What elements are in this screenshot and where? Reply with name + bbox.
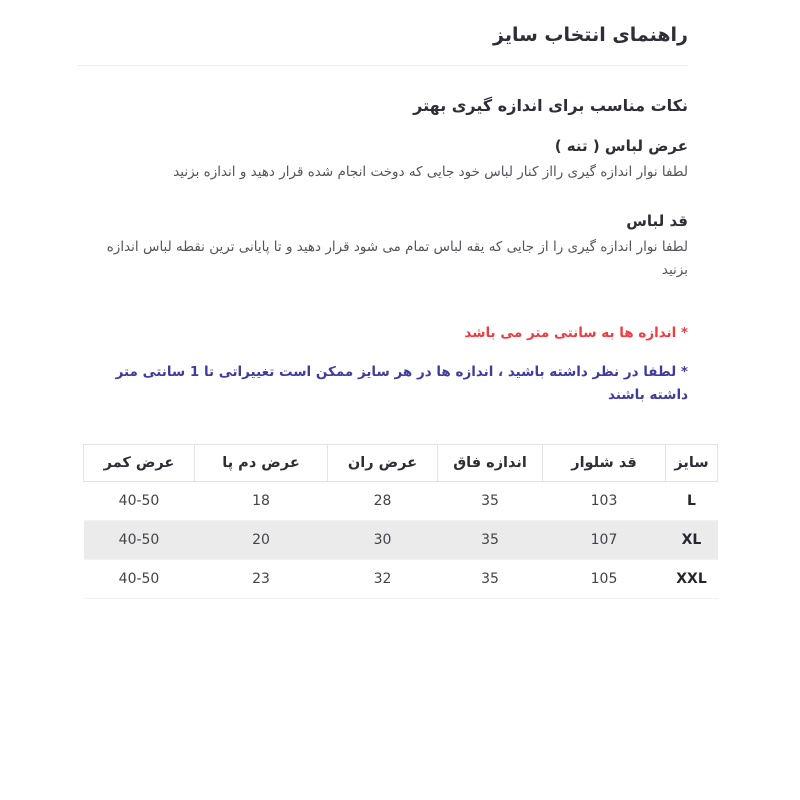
text-column xyxy=(78,0,718,407)
column-header-thigh-width: عرض ران xyxy=(328,445,438,482)
column-header-pant-length: قد شلوار xyxy=(543,445,666,482)
column-header-waist-width: عرض کمر xyxy=(84,445,195,482)
thigh-width-cell: 30 xyxy=(328,521,438,560)
rise-cell: 35 xyxy=(438,521,543,560)
thigh-width-cell: 28 xyxy=(328,482,438,521)
pant-length-cell: 103 xyxy=(543,482,666,521)
waist-width-cell: 40-50 xyxy=(84,560,195,599)
size-cell: XXL xyxy=(666,560,718,599)
size-table-header-row xyxy=(84,445,718,482)
unit-note: * اندازه ها به سانتی متر می باشد xyxy=(464,325,688,341)
size-table xyxy=(83,444,718,599)
thigh-width-cell: 32 xyxy=(328,560,438,599)
table-row-xxl xyxy=(84,560,718,599)
waist-width-cell: 40-50 xyxy=(84,482,195,521)
leg-opening-cell: 23 xyxy=(195,560,328,599)
page-title: راهنمای انتخاب سایز xyxy=(493,24,688,46)
garment-length-instructions: لطفا نوار اندازه گیری را از جایی که یقه لباس تمام می شود قرار دهید و تا پایانی ترین نقطه لباس اندازه بزنید xyxy=(106,239,688,278)
garment-width-heading: عرض لباس ( تنه ) xyxy=(554,137,688,155)
column-header-size: سایز xyxy=(666,445,718,482)
size-cell: L xyxy=(666,482,718,521)
table-row-xl xyxy=(84,521,718,560)
tolerance-note: * لطفا در نظر داشته باشید ، اندازه ها در هر سایز ممکن است تغییراتی تا 1 سانتی متر داشته باشند xyxy=(115,364,688,403)
size-cell: XL xyxy=(666,521,718,560)
leg-opening-cell: 18 xyxy=(195,482,328,521)
waist-width-cell: 40-50 xyxy=(84,521,195,560)
leg-opening-cell: 20 xyxy=(195,521,328,560)
garment-length-heading: قد لباس xyxy=(626,212,688,230)
column-header-rise: اندازه فاق xyxy=(438,445,543,482)
size-table-wrap xyxy=(78,444,718,599)
table-row-l xyxy=(84,482,718,521)
pant-length-cell: 105 xyxy=(543,560,666,599)
column-header-leg-opening: عرض دم پا xyxy=(195,445,328,482)
size-guide-page xyxy=(78,0,718,599)
measurement-tips-subtitle: نکات مناسب برای اندازه گیری بهتر xyxy=(413,96,688,115)
garment-width-instructions: لطفا نوار اندازه گیری رااز کنار لباس خود جایی که دوخت انجام شده قرار دهید و اندازه بزنید xyxy=(173,164,688,180)
pant-length-cell: 107 xyxy=(543,521,666,560)
rise-cell: 35 xyxy=(438,560,543,599)
rise-cell: 35 xyxy=(438,482,543,521)
title-divider xyxy=(78,65,688,66)
